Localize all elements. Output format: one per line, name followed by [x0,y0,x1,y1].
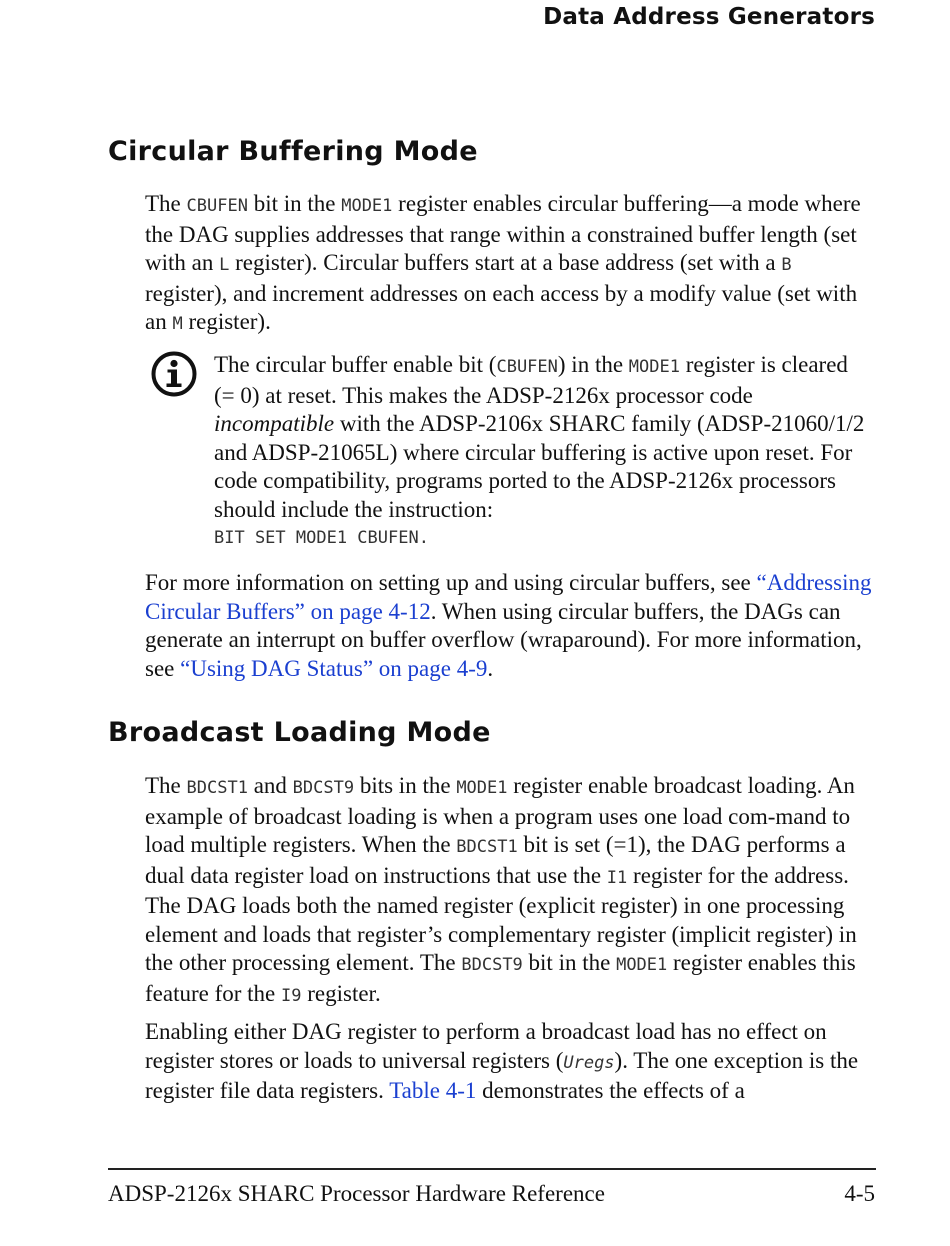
text-run: . When using circular buffers, the DAGs can generate an interrupt on buffer overflow (wraparound). For more information, see [145,598,862,681]
text-run: The [145,191,187,216]
code-uregs: Uregs [563,1052,615,1073]
emphasis-incompatible: incompatible [214,411,335,436]
note-cbufen-reset [214,351,874,553]
text-run: with the ADSP-2106x SHARC family (ADSP-21060/1/2 and ADSP-21065L) where circular buffering is active upon reset. For code compatibility, programs ported to the ADSP-2126x processors should include the instruction: [214,411,865,522]
paragraph-circular-more-info [145,569,875,683]
code-mode1: MODE1 [341,196,393,216]
text-run: register is cleared (= 0) at reset. This makes the ADSP-2126x processor code [214,352,848,408]
text-run: bits in the [354,773,457,798]
code-l: L [219,255,230,275]
code-bdcst9: BDCST9 [461,955,523,975]
text-run: register). [182,309,271,334]
text-run: register for the address. The DAG loads both the named register (explicit register) in one processing element and loads that register’s complementary register (implicit register) in the other processing element. The [145,862,857,975]
text-run: ). The one exception is the register file data registers. [145,1047,859,1103]
text-run: For more information on setting up and using circular buffers, see [145,570,757,595]
code-i1: I1 [606,867,628,888]
code-bdcst1: BDCST1 [456,837,518,857]
code-mode1: MODE1 [628,357,680,377]
info-icon [150,350,198,398]
code-text: BIT SET MODE1 CBUFEN [214,528,419,548]
link-table-4-1[interactable]: Table 4-1 [389,1078,477,1103]
footer-divider [108,1168,876,1170]
text-run: register enables circular buffering—a mode where the DAG supplies addresses that range within a constrained buffer length (set with an [145,191,861,275]
code-b: B [781,255,792,275]
text-run: bit is set (=1), the DAG performs a dual data register load on instructions that use the [145,832,846,888]
text-run: register enables this feature for the [145,950,856,1006]
code-i9: I9 [281,985,302,1006]
text-run: Enabling either DAG register to perform a broadcast load has no effect on register stores or loads to universal registers ( [145,1019,827,1073]
code-bdcst1: BDCST1 [186,778,248,798]
code-bdcst9: BDCST9 [292,778,355,798]
text-run: demonstrates the effects of a [476,1078,745,1103]
code-cbufen: CBUFEN [186,196,248,216]
text-run: The circular buffer enable bit ( [214,352,497,377]
link-addressing-circular-buffers[interactable]: “Addressing Circular Buffers” on page 4-12 [145,570,872,624]
footer-title: ADSP-2126x SHARC Processor Hardware Reference [108,1181,605,1206]
text-run: register). Circular buffers start at a base address (set with a [229,250,782,275]
paragraph-broadcast-uregs [145,1018,875,1106]
text-run: The [145,773,187,798]
running-header: Data Address Generators [543,4,875,30]
text-run: register), and increment addresses on each access by a modify value (set with an [145,280,858,334]
code-cbufen: CBUFEN [496,357,558,377]
text-run: and [247,773,293,798]
code-instruction [214,524,874,553]
text-run: ) in the [557,352,629,377]
text-run: register enable broadcast loading. An example of broadcast loading is when a program uses one load com-mand to load multiple registers. When the [145,773,855,857]
text-run: . [487,655,494,681]
text-run: bit in the [522,950,617,975]
code-mode1: MODE1 [616,955,668,975]
text-run: bit in the [247,191,342,216]
paragraph-circular-intro [145,190,875,339]
code-m: M [172,314,183,334]
section-heading-circular-buffering: Circular Buffering Mode [108,136,478,167]
code-period: . [418,528,429,548]
link-using-dag-status[interactable]: “Using DAG Status” on page 4-9 [180,655,488,681]
page-number: 4-5 [844,1181,875,1206]
code-mode1: MODE1 [456,778,508,798]
section-heading-broadcast-loading: Broadcast Loading Mode [108,717,491,748]
paragraph-broadcast-intro [145,772,875,1010]
text-run: register. [301,980,381,1006]
